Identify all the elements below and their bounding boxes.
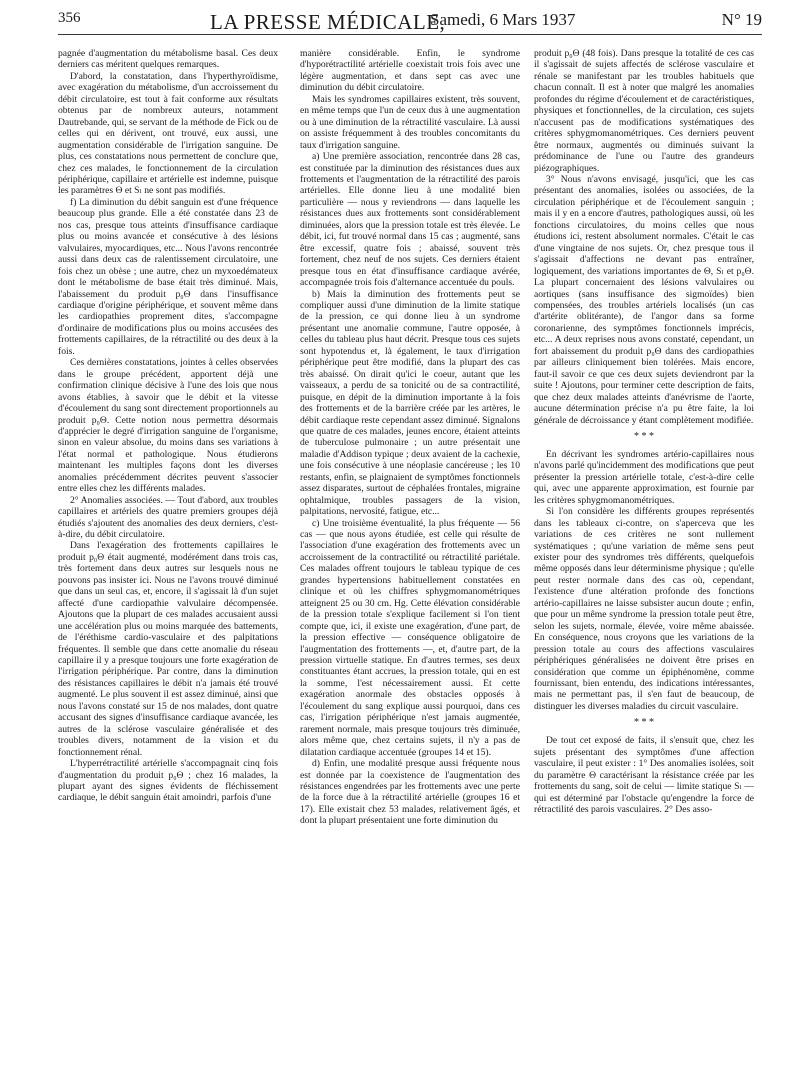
paragraph: 3° Nous n'avons envisagé, jusqu'ici, que les cas présentant des anomalies, isolées ou associées, de la circulation périphérique et de l'écoulement sanguin ; mais il y en a encore d'autres, pathologiques aussi, où les fonctions circulatoires, du moins celles que nous étudions ici, restent absolument normales. C'était le cas d'une vingtaine de nos sujets. Or, chez presque tous il s'agissait d'affections ne devant pas entraîner, logiquement, des variations importantes de Θ, Sₗ et p₀Θ. La plupart concernaient des lésions valvulaires ou aortiques (sans insuffisance des sigmoïdes) bien compensées, des troubles artériels localisés (un cas d'artérite oblitérante), de l'angor dans sa forme coronarienne, des symptômes fonctionnels imprécis, etc... A deux reprises nous avons constaté, cependant, un fort abaissement du produit p₀Θ dans des cardiopathies par ailleurs cliniquement bien tolérées. Mais encore, faut-il savoir ce que ces deux sujets deviendront par la suite ! Ajoutons, pour terminer cette description de faits, que chez deux malades atteints d'anévrisme de l'aorte, aucune détermination précise n'a pu être faite, la loi générale de décroissance y étant complètement modifiée. [534, 173, 754, 426]
paragraph: Mais les syndromes capillaires existent, très souvent, en même temps que l'un de ceux dus à une augmentation ou à une diminution de la rétractilité vasculaire. Là aussi on assiste fréquemment à des troubles concomitants du taux d'irrigation sanguine. [300, 93, 520, 151]
section-separator: * * * [634, 430, 654, 442]
paragraph: Dans l'exagération des frottements capillaires le produit p₀Θ était augmenté, modérément dans trois cas, très fortement dans deux autres sur lesquels nous ne pouvons pas insister ici. Nous ne l'avons trouvé diminué que dans un seul cas, et, encore, il s'agissait là d'un sujet affecté d'une cardiopathie valvulaire décompensée. Ajoutons que la plupart de ces malades accusaient aussi une accélération plus ou moins marquée des battements, de l'éréthisme cardio-vasculaire et des palpitations fréquentes. Il semble que dans cette anomalie du réseau capillaire il y a presque toujours une forte exagération de l'irrigation périphérique. Par contre, dans la diminution des résistances capillaires le débit n'a jamais été trouvé augmenté. Le plus souvent il est assez diminué, ainsi que nous l'avons constaté sur 15 de nos malades, dont quatre accusant des signes d'insuffisance cardiaque avancée, les autres de la sclérose vasculaire généralisée et des troubles divers, notamment de la vision et du fonctionnement rénal. [58, 540, 278, 758]
paragraph: f) La diminution du débit sanguin est d'une fréquence beaucoup plus grande. Elle a été constatée dans 23 de nos cas, presque tous atteints d'insuffisance cardiaque plus ou moins avancée et consécutive à des lésions valvulaires, myocardiques, etc... Nous l'avons rencontrée aussi dans deux cas de ralentissement circulatoire, une fois chez un obèse ; une autre, chez un myxoedémateux dont le métabolisme de base était très diminué. Mais, l'abaissement du produit p₀Θ dans l'insuffisance cardiaque d'origine périphérique, et souvent même dans les cardiopathies proprement dites, s'accompagne d'ordinaire de modifications plus ou moins accusées des frottements capillaires, de la rétractilité ou des deux à la fois. [58, 196, 278, 357]
journal-title: LA PRESSE MÉDICALE, [210, 10, 446, 34]
header-rule [58, 34, 762, 35]
issue-date: Samedi, 6 Mars 1937 [430, 10, 576, 29]
column-right [534, 48, 754, 1076]
paragraph: Ces dernières constatations, jointes à celles observées dans le groupe précédent, apportent déjà une confirmation clinique décisive à l'une des lois que nous avons établies, à savoir que le débit et la vitesse d'écoulement du sang sont directement proportionnels au produit p₀Θ. Cette notion nous permettra désormais d'apprécier le degré d'irrigation sanguine de l'organisme, sinon en valeur absolue, du moins dans ses variations à l'état normal et pathologique. Nous étudierons maintenant les multiples façons dont les diverses anomalies précédemment décrites peuvent s'associer entre elles chez les différents malades. [58, 357, 278, 495]
paragraph: L'hyperrétractilité artérielle s'accompagnait cinq fois d'augmentation du produit p₀Θ ; chez 16 malades, la plupart ayant des signes évidents de fléchissement cardiaque, le débit sanguin était amoindri, parfois d'une [58, 758, 278, 804]
column-middle [300, 48, 520, 1076]
paragraph: Si l'on considère les différents groupes représentés dans les tableaux ci-contre, on s'aperceva que les variations de ces critères ne sont nullement systématiques ; qu'une variation de même sens peut exister pour des syndromes très différents, quelquefois même opposés dans leur déterminisme physique ; qu'elle peut rester normale dans des cas où, cependant, l'existence d'une altération profonde des fonctions artério-capillaires ne laisse subsister aucun doute ; enfin, que pour un même syndrome la pression totale peut être, selon les sujets, normale, élevée, voire même abaissée. En conséquence, nous croyons que les variations de la pression totale au cours des affections vasculaires périphériques généralisées ne doivent être prises en considération que comme un épiphénomène, comme fournissant, bien entendu, des indications intéressantes, mais ne permettant pas, il s'en faut de beaucoup, de distinguer les diverses maladies du circuit vasculaire. [534, 506, 754, 712]
paragraph: c) Une troisième éventualité, la plus fréquente — 56 cas — que nous ayons étudiée, est celle qui résulte de l'association d'une exagération des frottements avec un accroissement de la contractilité ou rétractilité pariétale. Ces malades offrent toujours le tableau typique de ces grandes hypertensions habituellement constatées en clinique et où les chiffres sphygmomanométriques atteignent 25 ou 30 cm. Hg. Cette élévation considérable de la pression totale s'explique facilement si l'on tient compte que, ici, il existe une exagération, d'une part, de la pression effective — conséquence obligatoire de l'augmentation des frottements —, et, d'autre part, de la pression virtuelle statique. En d'autres termes, ses deux constituantes étant accrues, la pression totale, qui en est la somme, l'est nécessairement aussi. Et cette exagération anormale des obstacles opposés à l'écoulement du sang explique aussi pourquoi, dans ces cas, l'irrigation périphérique n'est jamais augmentée, rarement normale, mais presque toujours très diminuée, alors même que, chez certains sujets, il n'y a pas de dilatation cardiaque accentuée (groupes 14 et 15). [300, 517, 520, 758]
paragraph: De tout cet exposé de faits, il s'ensuit que, chez les sujets présentant des symptômes d'une affection vasculaire, il peut exister : 1° Des anomalies isolées, soit du paramètre Θ caractérisant la résistance créée par les frottements du sang, soit de celui — limite statique Sₗ — qui est déterminé par l'obstacle qu'engendre la force de rétractilité des parois vasculaires. 2° Des asso- [534, 735, 754, 816]
paragraph: produit p₀Θ (48 fois). Dans presque la totalité de ces cas il s'agissait de sujets affectés de sclérose vasculaire et rénale se manifestant par les troubles habituels que chacun connaît. Il est à noter que malgré les anomalies profondes du régime d'écoulement et de caractéristiques, physiques et fonctionnelles, de la circulation, ces sujets n'accusent pas de modifications systématiques des critères sphygmomanométriques. Ces derniers peuvent être normaux, augmentés ou diminués suivant la prédominance de l'une ou l'autre des grandeurs piézographiques. [534, 48, 754, 174]
page-number: 356 [58, 10, 81, 26]
section-separator: * * * [634, 717, 654, 729]
paragraph: b) Mais la diminution des frottements peut se compliquer aussi d'une diminution de la limite statique de la pression, ce qui donne lieu à un syndrome présentant une anomalie commune, l'autre opposée, à celles du tableau plus haut décrit. Presque tous ces sujets sont hypotendus et, là également, le taux d'irrigation périphérique peut être modifié, dans la plupart des cas très abaissé. On dirait qu'ici le coeur, autant que les vaisseaux, a perdu de sa tonicité ou de sa contractilité, puisque, en dépit de la diminution importante à la fois des frottements et de la barrière créée par les artères, le débit cardiaque reste cependant assez diminué. Signalons que quatre de ces malades, jeunes encore, étaient atteints de tuberculose pulmonaire ; un autre présentait une maladie d'Addison typique ; deux avaient de la cachexie, une fois consécutive à une néoplasie cancéreuse ; les 10 restants, enfin, se plaignaient de symptômes fonctionnels assez disparates, surtout de céphalées frontales, migraine ophtalmique, troubles passagers de la vision, palpitations, nervosité, fatigue, etc... [300, 288, 520, 518]
paragraph: d) Enfin, une modalité presque aussi fréquente nous est donnée par la coexistence de l'augmentation des résistances engendrées par les frottements avec une perte de la force due à la rétractilité artérielle (groupes 16 et 17). Elle existait chez 53 malades, relativement âgés, et dont la plupart présentaient une forte diminution du [300, 758, 520, 827]
paragraph: pagnée d'augmentation du métabolisme basal. Ces deux derniers cas méritent quelques remarques. [58, 48, 278, 71]
paragraph: 2° Anomalies associées. — Tout d'abord, aux troubles capillaires et artériels des quatre premiers groupes déjà étudiés s'ajoutent des anomalies des deux derniers, c'est-à-dire, du débit circulatoire. [58, 494, 278, 541]
page-header [58, 6, 762, 36]
paragraph: a) Une première association, rencontrée dans 28 cas, est constituée par la diminution des résistances dues aux frottements et l'augmentation de la rétractilité des parois artérielles. Elle donne lieu à une modalité bien particulière — nous y reviendrons — dans laquelle les résistances dues aux frottements sont considérablement diminuées, alors que la pression totale est très élevée. Le débit, ici, fut trouvé normal dans 15 cas ; augmenté, sans être excessif, quatre fois ; abaissé, souvent très fortement, chez neuf de nos sujets. Ces derniers étaient presque tous en état d'insuffisance cardiaque avérée, accompagnée trois fois d'alternance accentuée du pouls. [300, 151, 520, 289]
column-left [58, 48, 278, 1076]
paragraph: En décrivant les syndromes artério-capillaires nous n'avons parlé qu'incidemment des modifications que peut présenter la pression artérielle totale, c'est-à-dire celle qui, avec une apparente approximation, est fournie par les critères sphygmomanométriques. [534, 448, 754, 506]
paragraph: manière considérable. Enfin, le syndrome d'hyporétractilité artérielle coexistait trois fois avec une légère augmentation, et dans sept cas avec une diminution du débit circulatoire. [300, 48, 520, 94]
issue-number: N° 19 [721, 10, 762, 29]
paragraph: D'abord, la constatation, dans l'hyperthyroïdisme, avec exagération du métabolisme, d'un accroissement du débit circulatoire, est tout à fait conforme aux résultats obtenus par de nombreux auteurs, notamment Dautrebande, qui, se servant de la méthode de Fick ou de celles qui en dérivent, ont trouvé, eux aussi, une augmentation considérable de l'irrigation sanguine. De plus, ces constatations nous permettent de conclure que, chez ces malades, le fonctionnement de la circulation périphérique, capillaire et artérielle est indemne, puisque les paramètres Θ et Sₗ ne sont pas modifiés. [58, 70, 278, 197]
